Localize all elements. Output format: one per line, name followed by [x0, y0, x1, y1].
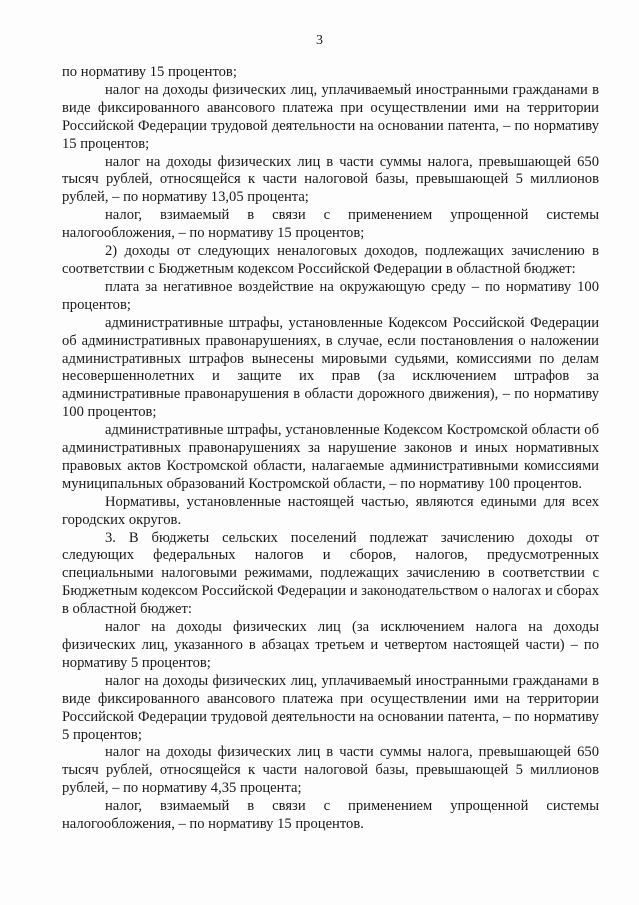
paragraph: налог, взимаемый в связи с применением упрощенной системы налогообложения, – по нормативу 15 процентов;	[62, 207, 599, 242]
paragraph: по нормативу 15 процентов;	[62, 64, 237, 80]
paragraph: административные штрафы, установленные Кодексом Костромской области об административных правонарушениях за нарушение законов и иных нормативных правовых актов Костромской области, налагаемые административными комиссиями муниципальных образований Костромской области, – по нормативу 100 процентов.	[62, 422, 599, 492]
paragraph: Нормативы, установленные настоящей частью, являются едиными для всех городских округов.	[62, 493, 599, 528]
paragraph: 2) доходы от следующих неналоговых доходов, подлежащих зачислению в соответствии с Бюджетным кодексом Российской Федерации в областной бюджет:	[62, 243, 599, 277]
paragraph: налог на доходы физических лиц, уплачиваемый иностранными гражданами в виде фиксированного авансового платежа при осуществлении ими на территории Российской Федерации трудовой деятельности на основании патента, – по нормативу 15 процентов;	[62, 81, 599, 152]
paragraph: налог, взимаемый в связи с применением упрощенной системы налогообложения, – по нормативу 15 процентов.	[62, 798, 599, 833]
paragraph: административные штрафы, установленные Кодексом Российской Федерации об административных правонарушениях, в случае, если постановления о наложении административных штрафов вынесены мировыми судьями, комиссиями по делам несовершеннолетних и защите их прав (за исключением штрафов за административные правонарушения в области дорожного движения), – по нормативу 100 процентов;	[62, 314, 599, 421]
paragraph: 3. В бюджеты сельских поселений подлежат зачислению доходы от следующих федеральных налогов и сборов, налогов, предусмотренных специальными налоговыми режимами, подлежащих зачислению в соответствии с Бюджетным кодексом Российской Федерации и законодательством о налогах и сборах в областной бюджет:	[62, 529, 599, 618]
paragraph: налог на доходы физических лиц в части суммы налога, превышающей 650 тысяч рублей, относящейся к части налоговой базы, превышающей 5 миллионов рублей, – по нормативу 13,05 процента;	[62, 153, 599, 206]
document-body	[62, 64, 599, 834]
page-number: 3	[316, 33, 323, 48]
paragraph: налог на доходы физических лиц (за исключением налога на доходы физических лиц, указанного в абзацах третьем и четвертом настоящей части) – по нормативу 5 процентов;	[62, 619, 599, 671]
paragraph: налог на доходы физических лиц в части суммы налога, превышающей 650 тысяч рублей, относящейся к части налоговой базы, превышающей 5 миллионов рублей, – по нормативу 4,35 процента;	[62, 744, 599, 797]
paragraph: плата за негативное воздействие на окружающую среду – по нормативу 100 процентов;	[62, 278, 599, 313]
paragraph: налог на доходы физических лиц, уплачиваемый иностранными гражданами в виде фиксированного авансового платежа при осуществлении ими на территории Российской Федерации трудовой деятельности на основании патента, – по нормативу 5 процентов;	[62, 672, 599, 743]
